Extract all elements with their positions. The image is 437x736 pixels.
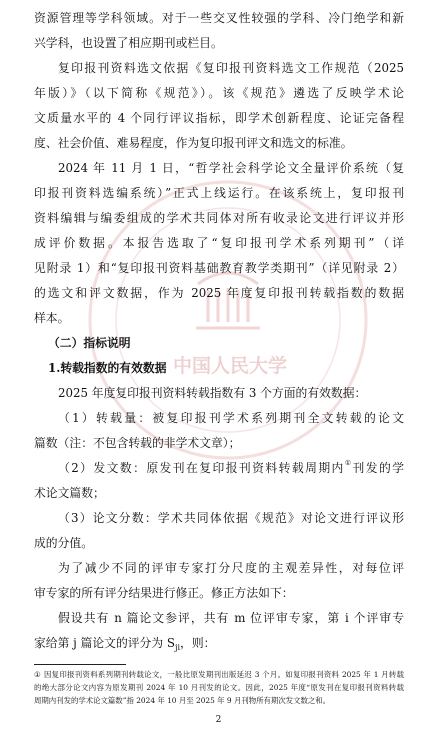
body-line: 资料编辑与编委组成的学术共同体对所有收录论文进行评议并形 (34, 211, 404, 225)
footnote-marker: ① (34, 670, 41, 679)
line-text: （2）发文数：原发刊在复印报刊资料转载周期内 (58, 461, 345, 475)
body-line: 见附录 1）和“复印报刊资料基础教育教学类期刊”（详见附录 2） (34, 261, 404, 275)
paragraph (34, 406, 404, 456)
paragraph (34, 56, 404, 156)
footnote (34, 668, 404, 707)
line-text: 刊发的学 (352, 461, 404, 475)
body-line (34, 456, 404, 481)
watermark-label: 中国人民大学 (172, 355, 288, 377)
body-line: 成评价数据。本报告选取了“复印报刊学术系列期刊”（详 (34, 236, 404, 250)
body-line: 度、社会价值、难易程度，作为复印报刊评文和选文的标准。 (34, 136, 353, 150)
line-text: 家给第 j 篇论文的评分为 S (34, 636, 175, 650)
body-text (34, 6, 404, 656)
paragraph (34, 606, 404, 656)
paragraph (34, 456, 404, 506)
body-line: 成的分值。 (34, 536, 93, 550)
line-text: ，则： (180, 636, 216, 650)
footnote-text: 因复印报刊资料系列期刊转载论文，一般比原发期刊出版延迟 3 个月。如复印报刊资料 2025 年 1 月转载 (43, 670, 404, 679)
body-line: （1）转载量：被复印报刊学术系列期刊全文转载的论文 (58, 411, 404, 425)
paragraph (34, 156, 404, 331)
body-line: 年版）》（以下简称《规范》）。该《规范》遴选了反映学术论 (34, 86, 404, 100)
paragraph (34, 556, 404, 606)
footnote-separator (34, 664, 126, 665)
body-line: 复印报刊资料选文依据《复印报刊资料选文工作规范（2025 (58, 61, 404, 75)
body-line (34, 631, 404, 656)
footnote-line: 周期内刊发的学术论文篇数”指 2024 年 10 月至 2025 年 9 月刊物所有期次发文数之和。 (34, 696, 331, 705)
page-number: 2 (215, 715, 222, 725)
body-line: 篇数（注：不包含转载的非学术文章）； (34, 436, 241, 450)
paragraph (34, 381, 404, 406)
subsection-heading: 1.转载指数的有效数据 (48, 361, 167, 375)
body-line: 的选文和评文数据，作为 2025 年度复印报刊转载指数的数据 (34, 286, 404, 300)
footnote-reference: ① (344, 459, 353, 467)
paragraph (34, 506, 404, 556)
body-line: 文质量水平的 4 个同行评议指标，即学术创新程度、论证完备程 (34, 111, 404, 125)
body-line: （3）论文分数：学术共同体依据《规范》对论文进行评议形 (58, 511, 404, 525)
body-line: 审专家的所有评分结果进行修正。修正方法如下： (34, 586, 294, 600)
body-line: 假设共有 n 篇论文参评，共有 m 位评审专家，第 i 个评审专 (58, 611, 404, 625)
score-subscript: ji (174, 643, 181, 652)
body-line: 2025 年度复印报刊资料转载指数有 3 个方面的有效数据： (58, 386, 367, 400)
body-line: 为了减少不同的评审专家打分尺度的主观差异性，对每位评 (58, 561, 404, 575)
section-heading: （二）指标说明 (48, 336, 131, 350)
body-line: 兴学科，也设置了相应期刊或栏目。 (34, 36, 223, 50)
body-line: 资源管理等学科领域。对于一些交叉性较强的学科、冷门绝学和新 (34, 11, 404, 25)
body-line: 样本。 (34, 311, 70, 325)
footnote-line (34, 668, 404, 681)
footnote-line: 的绝大部分论文内容为原发期刊 2024 年 10 月刊发的论文。因此，2025 年度“原发刊在复印报刊资料转载 (34, 683, 404, 692)
body-line: 印报刊资料选编系统）”正式上线运行。在该系统上，复印报刊 (34, 186, 404, 200)
body-line: 术论文篇数； (34, 486, 105, 500)
paragraph (34, 6, 404, 56)
body-line: 2024 年 11 月 1 日，“哲学社会科学论文全量评价系统（复 (58, 161, 404, 175)
